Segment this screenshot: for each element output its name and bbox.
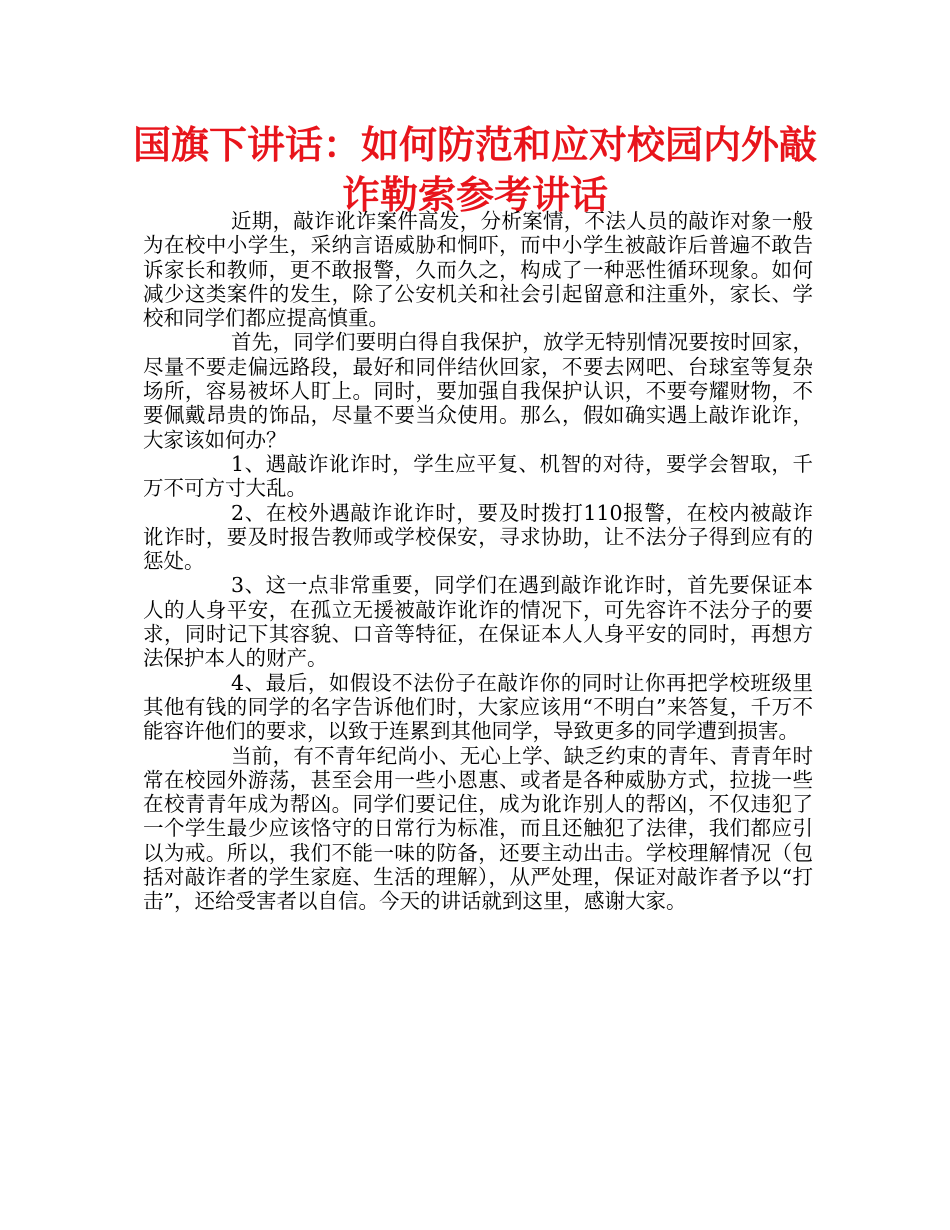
paragraph-conclusion: 当前，有不青年纪尚小、无心上学、缺乏约束的青年、青青年时常在校园外游荡，甚至会用一些小恩惠、或者是各种威胁方式，拉拢一些在校青青年成为帮凶。同学们要记住，成为讹诈别人的帮凶，不仅违犯了一个学生最少应该恪守的日常行为标准，而且还触犯了法律，我们都应引以为戒。所以，我们不能一味的防备，还要主动出击。学校理解情况（包括对敲诈者的学生家庭、生活的理解），从严处理，保证对敲诈者予以“打击”，还给受害者以自信。今天的讲话就到这里，感谢大家。 <box>143 743 813 914</box>
paragraph-point-1: 1、遇敲诈讹诈时，学生应平复、机智的对待，要学会智取，千万不可方寸大乱。 <box>143 451 813 501</box>
paragraph-point-4: 4、最后，如假设不法份子在敲诈你的同时让你再把学校班级里其他有钱的同学的名字告诉他们时，大家应该用“不明白”来答复，千万不能容许他们的要求，以致于连累到其他同学，导致更多的同学遭到损害。 <box>143 670 813 744</box>
document-title: 国旗下讲话：如何防范和应对校园内外敲诈勒索参考讲话 <box>132 123 817 217</box>
document-body <box>143 209 813 914</box>
paragraph-intro: 近期，敲诈讹诈案件高发，分析案情，不法人员的敲诈对象一般为在校中小学生，采纳言语威胁和恫吓，而中小学生被敲诈后普遍不敢告诉家长和教师，更不敢报警，久而久之，构成了一种恶性循环现象。如何减少这类案件的发生，除了公安机关和社会引起留意和注重外，家长、学校和同学们都应提高慎重。 <box>143 209 813 331</box>
paragraph-point-3: 3、这一点非常重要，同学们在遇到敲诈讹诈时，首先要保证本人的人身平安，在孤立无援被敲诈讹诈的情况下，可先容许不法分子的要求，同时记下其容貌、口音等特征，在保证本人人身平安的同时，再想方法保护本人的财产。 <box>143 573 813 671</box>
paragraph-point-2: 2、在校外遇敲诈讹诈时，要及时拨打110报警，在校内被敲诈讹诈时，要及时报告教师或学校保安，寻求协助，让不法分子得到应有的惩处。 <box>143 500 813 574</box>
paragraph-self-protection: 首先，同学们要明白得自我保护，放学无特别情况要按时回家，尽量不要走偏远路段，最好和同伴结伙回家，不要去网吧、台球室等复杂场所，容易被坏人盯上。同时，要加强自我保护认识，不要夸耀财物，不要佩戴昂贵的饰品，尽量不要当众使用。那么，假如确实遇上敲诈讹诈，大家该如何办？ <box>143 330 813 452</box>
